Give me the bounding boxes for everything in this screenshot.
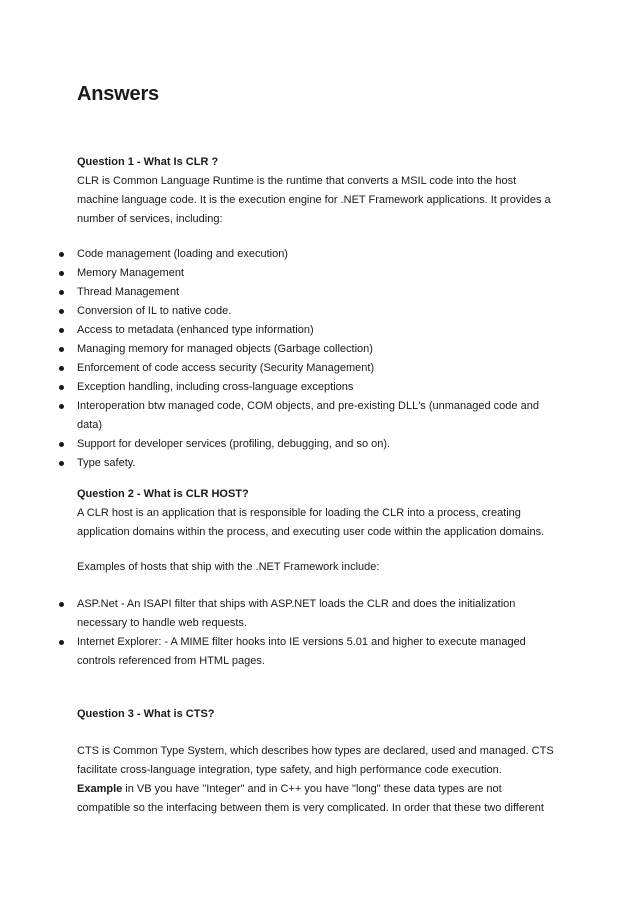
bullet-icon xyxy=(59,290,64,295)
bullet-icon xyxy=(59,461,64,466)
bullet-icon xyxy=(59,309,64,314)
list-item: Exception handling, including cross-language exceptions xyxy=(77,378,557,397)
bullet-icon xyxy=(59,366,64,371)
answers-content xyxy=(77,153,557,818)
question-3-example xyxy=(77,780,557,818)
list-item: Interoperation btw managed code, COM objects, and pre-existing DLL's (unmanaged code and data) xyxy=(77,397,557,435)
list-item: Enforcement of code access security (Security Management) xyxy=(77,359,557,378)
page-title: Answers xyxy=(77,83,159,105)
bullet-icon xyxy=(59,385,64,390)
list-item: Type safety. xyxy=(77,454,557,473)
list-item: Code management (loading and execution) xyxy=(77,245,557,264)
bullet-icon xyxy=(59,442,64,447)
bullet-icon xyxy=(59,640,64,645)
bullet-icon xyxy=(59,602,64,607)
bullet-icon xyxy=(59,271,64,276)
bullet-icon xyxy=(59,252,64,257)
question-3-intro: CTS is Common Type System, which describes how types are declared, used and managed. CTS facilitate cross-language integration, type safety, and high performance code execution. xyxy=(77,745,554,776)
question-1-heading: Question 1 - What Is CLR ? xyxy=(77,156,219,168)
list-item: Support for developer services (profiling, debugging, and so on). xyxy=(77,435,557,454)
list-item: Memory Management xyxy=(77,264,557,283)
question-1-list xyxy=(77,245,557,473)
bullet-icon xyxy=(59,328,64,333)
question-2-list xyxy=(77,595,557,671)
question-1-intro: CLR is Common Language Runtime is the runtime that converts a MSIL code into the host machine language code. It is the execution engine for .NET Framework applications. It provides a number of services, including: xyxy=(77,175,551,225)
list-item: Managing memory for managed objects (Garbage collection) xyxy=(77,340,557,359)
list-item: Thread Management xyxy=(77,283,557,302)
list-item: Access to metadata (enhanced type information) xyxy=(77,321,557,340)
example-text: in VB you have "Integer" and in C++ you have "long" these data types are not compatible so the interfacing between them is very complicated. In order that these two different xyxy=(77,783,544,814)
example-label: Example xyxy=(77,783,123,795)
question-3-heading: Question 3 - What is CTS? xyxy=(77,708,215,720)
question-2-heading: Question 2 - What is CLR HOST? xyxy=(77,488,249,500)
bullet-icon xyxy=(59,404,64,409)
question-2-intro: A CLR host is an application that is responsible for loading the CLR into a process, creating application domains within the process, and executing user code within the application domains. xyxy=(77,507,545,538)
list-item: ASP.Net - An ISAPI filter that ships with ASP.NET loads the CLR and does the initialization necessary to handle web requests. xyxy=(77,595,557,633)
list-item: Internet Explorer: - A MIME filter hooks into IE versions 5.01 and higher to execute managed controls referenced from HTML pages. xyxy=(77,633,557,671)
question-2-examples-intro: Examples of hosts that ship with the .NET Framework include: xyxy=(77,561,380,573)
list-item: Conversion of IL to native code. xyxy=(77,302,557,321)
bullet-icon xyxy=(59,347,64,352)
